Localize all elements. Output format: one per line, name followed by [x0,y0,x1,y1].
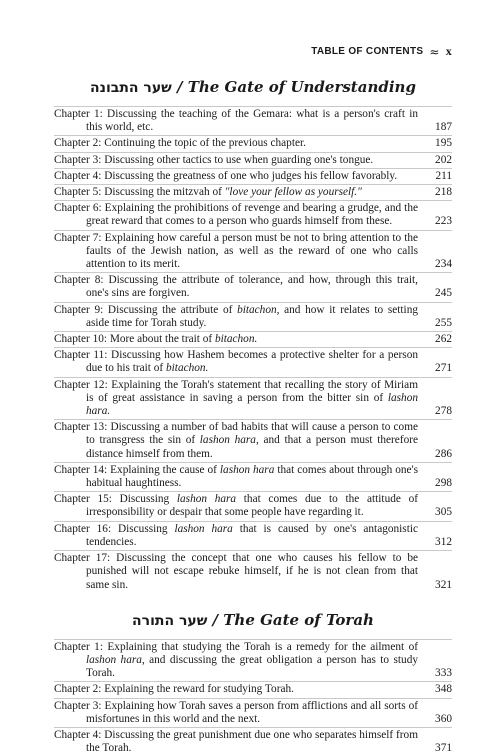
chapter-page-number: 312 [435,535,452,548]
chapter-page-number: 360 [435,712,452,725]
toc-entry [54,152,452,168]
chapter-page-number: 245 [435,287,452,300]
chapter-text: Chapter 3: Discussing other tactics to use when guarding one's tongue. [54,153,374,166]
chapter-page-number: 371 [435,742,452,755]
chapter-page-number: 298 [435,477,452,490]
toc-entry [54,200,452,229]
chapter-page-number: 211 [435,169,452,182]
chapter-description [54,700,418,726]
chapter-page-number: 187 [435,121,452,134]
chapter-description [54,683,418,696]
toc-entry [54,462,452,491]
flourish-ornament-icon: ≈ [429,44,440,59]
toc-entry [54,135,452,151]
chapter-text: Chapter 13: Discussing a number of bad habits that will cause a person to come to transgress the sin of [54,421,418,447]
chapter-text: Chapter 9: Discussing the attribute of [54,303,238,316]
chapter-description [54,464,418,490]
section-hebrew-title: שער התורה [132,612,208,629]
toc-entry [54,347,452,376]
section-hebrew-title: שער התבונה [90,80,172,96]
chapter-page-number: 305 [435,506,452,519]
chapter-text-italic: lashon hara. [86,391,418,418]
chapter-text: Chapter 8: Discussing the attribute of tolerance, and how, through this trait, one's sins are forgiven. [54,274,418,300]
chapter-page-number: 286 [435,447,452,460]
section-title-separator: / [171,78,188,96]
chapter-text: Chapter 12: Explaining the Torah's statement that recalling the story of Miriam is of great assistance in saving a person from the bitter sin of [54,378,418,404]
chapter-text: and discussing the great obligation a person has to study Torah. [86,653,418,680]
chapter-text: Chapter 6: Explaining the prohibitions of revenge and bearing a grudge, and the great reward that comes to a person who guards himself from these. [54,202,418,228]
chapter-description [54,274,418,300]
toc-entry [54,698,452,727]
chapter-page-number: 333 [435,667,452,680]
chapter-text: Chapter 4: Discussing the greatness of one who judges his fellow favorably. [54,169,398,182]
section-title-separator: / [207,610,224,629]
chapter-text: that is caused by one's antagonistic tendencies. [86,522,418,548]
chapter-description [54,552,418,592]
chapter-text: Chapter 11: Discussing how Hashem becomes a protective shelter for a person due to his trait of [54,349,418,375]
toc-entry [54,230,452,273]
chapter-page-number: 234 [435,258,452,271]
chapter-description [54,137,418,150]
chapter-description [54,108,418,134]
chapter-page-number: 321 [435,578,452,591]
chapter-page-number: 223 [435,215,452,228]
chapter-description [54,232,418,272]
chapter-description [54,154,418,167]
toc-entry [54,727,452,756]
toc-entry [54,550,452,593]
chapter-page-number: 271 [435,362,452,375]
toc-entry [54,491,452,520]
chapter-description [54,523,418,549]
chapter-text-italic: lashon hara, [199,434,259,447]
chapter-description [54,379,418,419]
toc-entry [54,331,452,347]
toc-entry [54,419,452,462]
section-english-title: The Gate of Understanding [187,78,416,96]
chapter-description [54,349,418,375]
chapter-description [54,170,418,183]
chapter-description [54,304,418,330]
running-title: TABLE OF CONTENTS [311,46,424,57]
chapter-text: Chapter 4: Discussing the great punishment due one who separates himself from the Torah. [54,728,418,755]
chapter-description [54,493,418,519]
chapter-text-italic: bitachon, [237,303,280,316]
section-title [54,78,452,96]
toc-entry [54,168,452,184]
chapter-text: Chapter 1: Discussing the teaching of the Gemara: what is a person's craft in this world, etc. [54,108,418,134]
chapter-page-number: 218 [435,186,452,199]
chapter-text-italic: bitachon. [166,362,209,375]
table-of-contents [54,78,452,756]
chapter-text-italic: lashon hara [176,493,237,506]
chapter-text: Chapter 2: Explaining the reward for studying Torah. [54,683,294,696]
chapter-text: Chapter 15: Discussing [54,493,177,506]
toc-entry [54,377,452,420]
chapter-text: Chapter 7: Explaining how careful a person must be not to bring attention to the faults of the Jewish nation, as well as the reward of one who calls attention to its merit. [54,231,418,271]
chapter-description [54,186,418,199]
chapter-text-italic: lashon hara [174,522,233,535]
chapter-text-italic: bitachon. [214,333,258,346]
running-head [311,44,452,59]
chapter-text: Chapter 10: More about the trait of [54,333,215,346]
chapter-text-italic: lashon hara, [86,653,145,666]
chapter-description [54,729,418,755]
toc-entry [54,106,452,135]
toc-entry [54,639,452,682]
page-number: x [445,44,452,58]
chapter-text: Chapter 17: Discussing the concept that one who causes his fellow to be punished will not escape rebuke himself, if he is not clean from that same sin. [54,552,418,591]
chapter-text: that comes due to the attitude of irresponsibility or despair that some people have regarding it. [86,493,418,519]
toc-entry [54,302,452,331]
chapter-page-number: 278 [435,405,452,418]
chapter-page-number: 195 [435,137,452,150]
chapter-text: Chapter 2: Continuing the topic of the previous chapter. [54,137,306,150]
chapter-text: and that a person must therefore distance himself from them. [86,434,419,460]
chapter-description [54,641,418,681]
section-title [54,611,452,629]
toc-entry [54,272,452,301]
chapter-page-number: 348 [435,683,452,696]
chapter-description [54,202,418,228]
chapter-text: Chapter 1: Explaining that studying the Torah is a remedy for the ailment of [54,640,418,653]
chapter-text-italic: "love your fellow as yourself." [224,186,362,199]
chapter-text: Chapter 5: Discussing the mitzvah of [54,186,225,199]
chapter-text-italic: lashon hara [219,463,275,476]
section-english-title: The Gate of Torah [223,610,374,629]
chapter-text: Chapter 16: Discussing [54,522,175,535]
toc-entry [54,681,452,697]
chapter-description [54,421,418,461]
chapter-page-number: 202 [435,153,452,166]
chapter-text: Chapter 14: Explaining the cause of [54,463,220,476]
chapter-text: that comes about through one's habitual haughtiness. [86,463,419,490]
toc-entry [54,184,452,200]
chapter-page-number: 262 [435,333,452,346]
chapter-page-number: 255 [435,316,452,329]
chapter-text: Chapter 3: Explaining how Torah saves a person from afflictions and all sorts of misfortunes in this world and the next. [54,699,418,725]
chapter-text: and how it relates to setting aside time for Torah study. [86,303,418,329]
toc-entry [54,521,452,550]
chapter-description [54,333,418,346]
